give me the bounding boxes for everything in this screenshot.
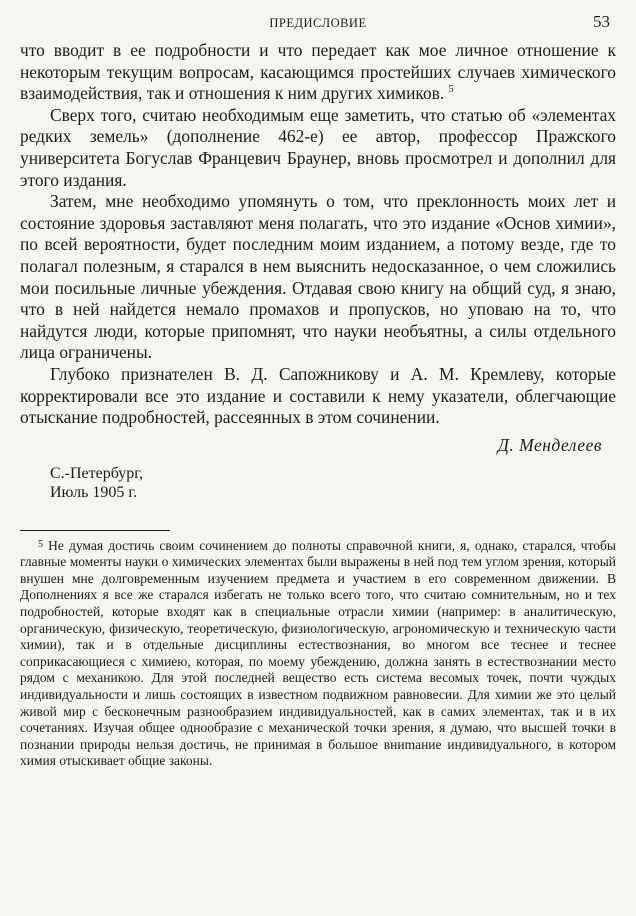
paragraph-3: Затем, мне необходимо упомянуть о том, что преклонность моих лет и состояние здоровья заставляют меня полагать, что это издание «Основ химии», по всей вероятности, будет последним моим изданием, а потому везде, где то полагал полезным, я старался в нем выяснить недосказанное, о чем сложились мои посильные личные убеждения. Отдавая свою книгу на общий суд, я знаю, что в ней найдется немало промахов и пропусков, но уповаю на то, что найдутся люди, которые припомнят, что науки необъятны, а силы отдельного лица ограничены. xyxy=(20,191,616,363)
page-header xyxy=(20,10,616,40)
author-signature: Д. Менделеев xyxy=(497,434,602,455)
page-number: 53 xyxy=(593,12,610,31)
dateline-date: Июль 1905 г. xyxy=(50,483,138,501)
dateline-city: С.-Петербург, xyxy=(50,464,144,482)
paragraph-4: Глубоко признателен В. Д. Сапожникову и А. М. Кремлеву, которые корректировали все это издание и составили к нему указатели, облегчающие отыскание подробностей, рассеянных в этом сочинении. xyxy=(20,363,616,428)
paragraph-1-text: что вводит в ее подробности и что передает как мое личное отношение к некоторым текущим вопросам, касающимся простейших случаев химического взаимодействия, так и отношения к ним других химиков. xyxy=(20,40,616,104)
footnote-mark: 5 xyxy=(38,538,43,550)
running-head: ПРЕДИСЛОВИЕ xyxy=(269,16,367,30)
main-text xyxy=(20,40,616,429)
paragraph-2: Сверх того, считаю необходимым еще заметить, что статью об «элементах редких земель» (дополнение 462-е) ее автор, профессор Пражского университета Богуслав Францевич Браунер, вновь просмотрел и дополнил для этого издания. xyxy=(20,104,616,190)
footnote xyxy=(20,537,616,770)
paragraph-1 xyxy=(20,40,616,105)
footnote-paragraph xyxy=(20,537,616,770)
footnote-reference: 5 xyxy=(448,84,454,96)
footnote-text: Не думая достичь своим сочинением до полноты справочной книги, я, однако, старался, чтобы главные моменты науки о химических элементах были выражены в ней под тем углом зрения, который внушен мне долговременным изучением предмета и участием в его современном движении. В Дополнениях я все же старался избегать не только всего того, что считаю сомнительным, но и тех подробностей, которые входят как в специальные отрасли химии (например: в аналитическую, органическую, физическую, теоретическую, физиологическую, агрономическую и техническую части химии), так и в отдельные дисциплины естествознания, во многом все теснее и теснее соприкасающиеся с химиею, которая, по моему убеждению, должна занять в естествознании место рядом с механикою. Для этой последней вещество есть система весомых точек, почти чуждых индивидуальности и лишь состоящих в известном подвижном равновесии. Для химии же это целый живой мир с бесконечным разнообразием индивидуальностей, как в самих элементах, так и в их сочетаниях. Изучая общее однообразие с механической точки зрения, я думаю, что высшей точки в познании природы нельзя достичь, не принимая в большое вниmание индивидуального, в котором химия отыскивает общие законы. xyxy=(20,537,616,769)
dateline xyxy=(50,464,616,502)
footnote-divider xyxy=(20,530,170,531)
